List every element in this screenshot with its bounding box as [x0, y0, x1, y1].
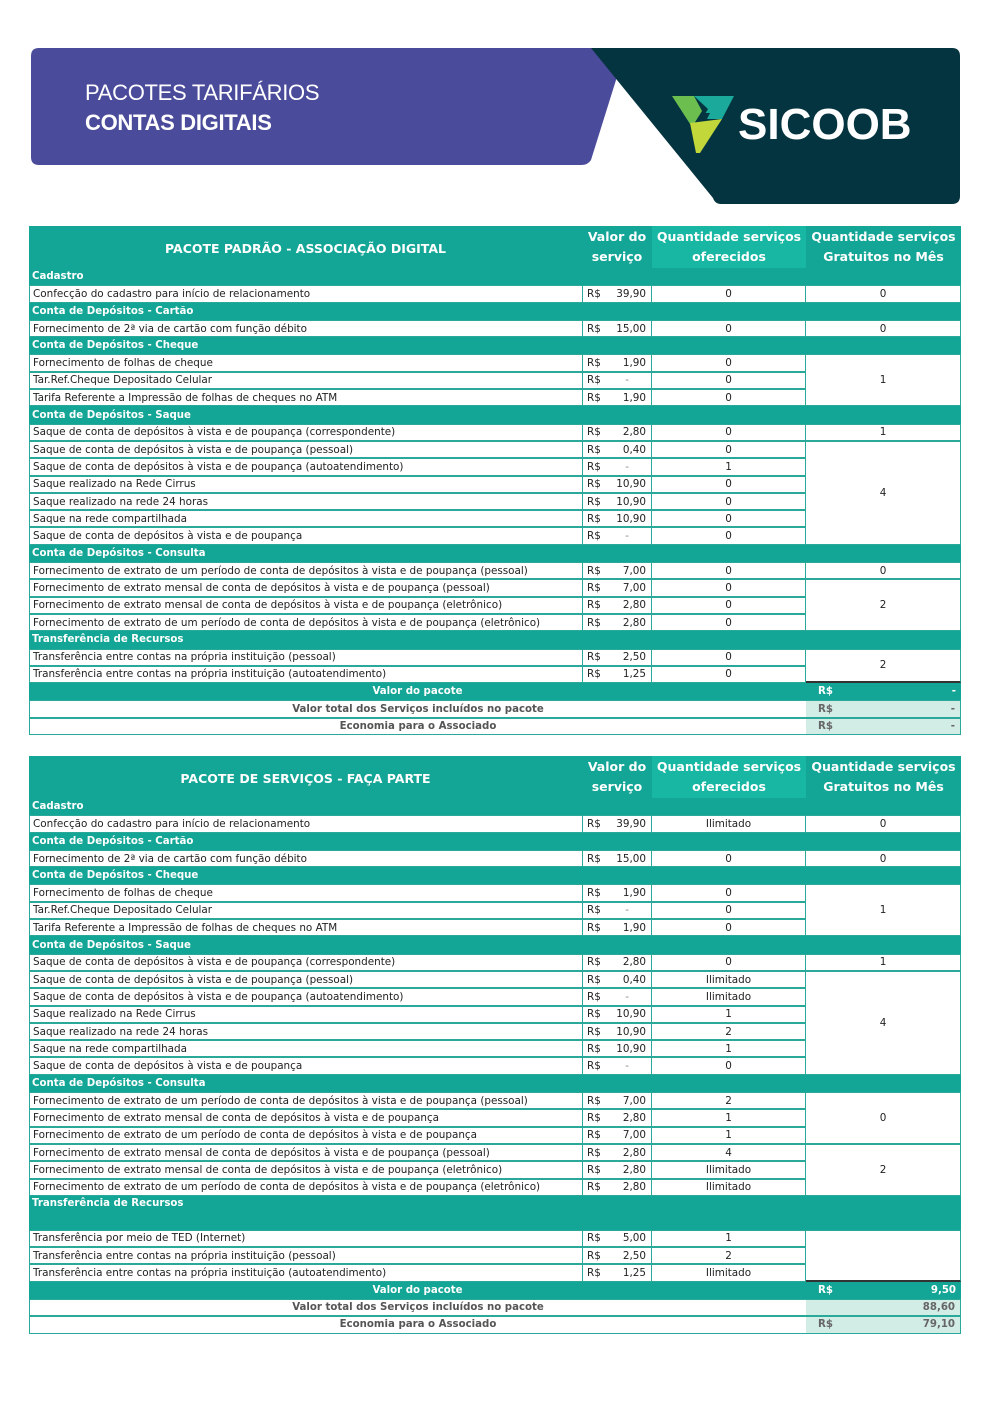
service-description: Confecção do cadastro para início de relacionamento [29, 815, 582, 832]
free-services-count: 0 [806, 1092, 961, 1144]
price-value: 2,50 [622, 651, 646, 664]
service-description: Transferência entre contas na própria instituição (pessoal) [29, 649, 582, 666]
currency-label: R$ [587, 1042, 601, 1055]
service-description: Saque de conta de depósitos à vista e de poupança (correspondente) [29, 424, 582, 441]
service-price [582, 562, 652, 579]
sicoob-logo-icon [672, 93, 736, 153]
quantity-offered: 0 [652, 579, 806, 596]
currency-label: R$ [587, 852, 601, 865]
total-label: Valor do pacote [29, 683, 806, 700]
free-services-count: 1 [806, 354, 961, 406]
currency-label: R$ [587, 1163, 601, 1176]
total-value: - [951, 686, 956, 698]
price-value: - [625, 1060, 629, 1073]
free-services-count: 1 [806, 884, 961, 936]
service-price [582, 1057, 652, 1074]
total-amount [806, 683, 961, 700]
price-value: 2,50 [622, 1249, 646, 1262]
section-header: Conta de Depósitos - Cheque [29, 337, 961, 354]
quantity-offered: 0 [652, 493, 806, 510]
table-header [29, 756, 961, 798]
section-body [29, 850, 961, 867]
service-description: Fornecimento de folhas de cheque [29, 354, 582, 371]
service-description: Fornecimento de extrato mensal de conta de depósitos à vista e de poupança (pessoal) [29, 579, 582, 596]
service-price [582, 1179, 652, 1196]
quantity-offered: 0 [652, 562, 806, 579]
price-value: 2,80 [622, 599, 646, 612]
column-header-valor: Valor do serviço [587, 229, 647, 264]
total-value: - [950, 703, 955, 715]
service-price [582, 1264, 652, 1281]
column-header-quantidade: Quantidade serviços oferecidos [652, 756, 806, 798]
price-value: 2,80 [622, 1146, 646, 1159]
currency-label: R$ [818, 720, 833, 732]
service-price [582, 1092, 652, 1109]
section-body [29, 285, 961, 302]
service-price [582, 666, 652, 683]
quantity-offered: Ilimitado [652, 1264, 806, 1281]
currency-label: R$ [587, 1111, 601, 1124]
service-price [582, 1161, 652, 1178]
service-description: Fornecimento de extrato de um período de conta de depósitos à vista e de poupança (eletrônico) [29, 1179, 582, 1196]
service-description: Saque de conta de depósitos à vista e de poupança (pessoal) [29, 971, 582, 988]
price-value: 1,90 [622, 921, 646, 934]
total-label: Valor total dos Serviços incluídos no pacote [29, 700, 806, 717]
price-value: 0,40 [622, 973, 646, 986]
service-price [582, 320, 652, 337]
column-header-gratuitos: Quantidade serviços Gratuitos no Mês [811, 229, 956, 264]
price-value: 7,00 [622, 1094, 646, 1107]
currency-label: R$ [587, 374, 601, 387]
service-description: Saque de conta de depósitos à vista e de poupança (autoatendimento) [29, 458, 582, 475]
free-services-count [806, 1230, 961, 1282]
currency-label: R$ [587, 1146, 601, 1159]
service-price [582, 850, 652, 867]
currency-label: R$ [587, 651, 601, 664]
section-body [29, 1092, 961, 1196]
section-header: Conta de Depósitos - Consulta [29, 545, 961, 562]
column-header-valor: Valor do serviço [587, 759, 647, 794]
service-price [582, 354, 652, 371]
price-value: 15,00 [616, 852, 646, 865]
section-header: Conta de Depósitos - Cartão [29, 833, 961, 850]
service-price [582, 1144, 652, 1161]
quantity-offered: 4 [652, 1144, 806, 1161]
quantity-offered: 1 [652, 1127, 806, 1144]
service-description: Saque na rede compartilhada [29, 1040, 582, 1057]
section-header: Cadastro [29, 798, 961, 815]
quantity-offered: 0 [652, 919, 806, 936]
service-description: Saque de conta de depósitos à vista e de poupança (correspondente) [29, 954, 582, 971]
price-value: 1,25 [622, 1267, 646, 1280]
currency-label: R$ [587, 443, 601, 456]
quantity-offered: 0 [652, 354, 806, 371]
currency-label: R$ [587, 668, 601, 681]
service-price [582, 1127, 652, 1144]
package-table [29, 226, 961, 735]
currency-label: R$ [587, 904, 601, 917]
service-description: Saque de conta de depósitos à vista e de poupança [29, 1057, 582, 1074]
service-description: Fornecimento de extrato mensal de conta de depósitos à vista e de poupança [29, 1109, 582, 1126]
section-header: Conta de Depósitos - Cartão [29, 303, 961, 320]
currency-label: R$ [587, 599, 601, 612]
section-body [29, 354, 961, 406]
currency-label: R$ [587, 564, 601, 577]
price-value: 10,90 [616, 512, 646, 525]
free-services-count: 0 [806, 320, 961, 337]
currency-label: R$ [587, 530, 601, 543]
service-description: Saque de conta de depósitos à vista e de poupança (pessoal) [29, 441, 582, 458]
price-value: 1,25 [622, 668, 646, 681]
service-description: Saque na rede compartilhada [29, 510, 582, 527]
total-row [29, 718, 961, 735]
total-label: Valor total dos Serviços incluídos no pacote [29, 1299, 806, 1316]
free-services-count: 2 [806, 649, 961, 684]
currency-label: R$ [587, 1129, 601, 1142]
service-price [582, 527, 652, 544]
section-header: Conta de Depósitos - Saque [29, 406, 961, 423]
quantity-offered: 0 [652, 614, 806, 631]
quantity-offered: 1 [652, 1006, 806, 1023]
service-description: Fornecimento de 2ª via de cartão com função débito [29, 850, 582, 867]
free-services-count: 4 [806, 971, 961, 1075]
price-value: 2,80 [622, 1163, 646, 1176]
total-label: Economia para o Associado [29, 1316, 806, 1333]
price-value: 10,90 [616, 1042, 646, 1055]
section-header: Conta de Depósitos - Consulta [29, 1075, 961, 1092]
service-price [582, 971, 652, 988]
quantity-offered: 2 [652, 1092, 806, 1109]
service-description: Confecção do cadastro para início de relacionamento [29, 285, 582, 302]
price-value: 39,90 [616, 287, 646, 300]
quantity-offered: 0 [652, 1057, 806, 1074]
package-title: PACOTE PADRÃO - ASSOCIAÇÃO DIGITAL [165, 240, 446, 256]
service-price [582, 614, 652, 631]
service-description: Transferência entre contas na própria instituição (pessoal) [29, 1247, 582, 1264]
service-price [582, 1040, 652, 1057]
service-price [582, 1006, 652, 1023]
service-description: Transferência entre contas na própria instituição (autoatendimento) [29, 1264, 582, 1281]
service-description: Tarifa Referente a Impressão de folhas de cheques no ATM [29, 389, 582, 406]
price-value: - [625, 374, 629, 387]
service-description: Transferência por meio de TED (Internet) [29, 1230, 582, 1247]
currency-label: R$ [587, 1181, 601, 1194]
service-description: Saque realizado na Rede Cirrus [29, 476, 582, 493]
price-value: 1,90 [622, 391, 646, 404]
quantity-offered: 0 [652, 902, 806, 919]
service-description: Fornecimento de extrato mensal de conta de depósitos à vista e de poupança (eletrônico) [29, 1161, 582, 1178]
price-value: 1,90 [622, 887, 646, 900]
quantity-offered: 0 [652, 285, 806, 302]
quantity-offered: Ilimitado [652, 1179, 806, 1196]
section-body [29, 649, 961, 684]
section-body [29, 884, 961, 936]
price-value: 5,00 [622, 1232, 646, 1245]
quantity-offered: 0 [652, 597, 806, 614]
price-value: 2,80 [622, 1111, 646, 1124]
quantity-offered: Ilimitado [652, 815, 806, 832]
currency-label: R$ [587, 990, 601, 1003]
quantity-offered: 0 [652, 441, 806, 458]
quantity-offered: 0 [652, 527, 806, 544]
service-price [582, 285, 652, 302]
service-price [582, 389, 652, 406]
service-price [582, 510, 652, 527]
quantity-offered: 0 [652, 320, 806, 337]
quantity-offered: 1 [652, 1040, 806, 1057]
total-value: 79,10 [922, 1319, 955, 1331]
service-price [582, 649, 652, 666]
free-services-count: 4 [806, 441, 961, 545]
service-description: Fornecimento de folhas de cheque [29, 884, 582, 901]
service-price [582, 1230, 652, 1247]
price-value: 7,00 [622, 1129, 646, 1142]
service-price [582, 954, 652, 971]
total-row [29, 1282, 961, 1299]
title-line-2: CONTAS DIGITAIS [85, 110, 272, 135]
currency-label: R$ [587, 426, 601, 439]
service-description: Tarifa Referente a Impressão de folhas de cheques no ATM [29, 919, 582, 936]
service-price [582, 579, 652, 596]
price-value: 10,90 [616, 1025, 646, 1038]
currency-label: R$ [587, 817, 601, 830]
price-value: 10,90 [616, 495, 646, 508]
service-description: Tar.Ref.Cheque Depositado Celular [29, 902, 582, 919]
price-value: - [625, 530, 629, 543]
currency-label: R$ [587, 512, 601, 525]
section-header: Transferência de Recursos [29, 1196, 961, 1230]
price-value: 2,80 [622, 956, 646, 969]
currency-label: R$ [587, 1008, 601, 1021]
column-header-gratuitos: Quantidade serviços Gratuitos no Mês [811, 759, 956, 794]
currency-label: R$ [587, 1232, 601, 1245]
section-body [29, 562, 961, 631]
service-description: Fornecimento de extrato de um período de conta de depósitos à vista e de poupança [29, 1127, 582, 1144]
service-description: Fornecimento de extrato de um período de conta de depósitos à vista e de poupança (pessoal) [29, 562, 582, 579]
title-line-1: PACOTES TARIFÁRIOS [85, 80, 320, 105]
currency-label: R$ [587, 921, 601, 934]
price-value: 7,00 [622, 564, 646, 577]
price-value: 2,80 [622, 616, 646, 629]
free-services-count: 0 [806, 815, 961, 832]
total-label: Valor do pacote [29, 1282, 806, 1299]
currency-label: R$ [587, 581, 601, 594]
section-body [29, 1230, 961, 1282]
currency-label: R$ [587, 495, 601, 508]
currency-label: R$ [818, 703, 833, 715]
total-amount [806, 1299, 961, 1316]
free-services-count: 0 [806, 562, 961, 579]
service-description: Fornecimento de extrato mensal de conta de depósitos à vista e de poupança (eletrônico) [29, 597, 582, 614]
currency-label: R$ [587, 1249, 601, 1262]
service-description: Saque realizado na Rede Cirrus [29, 1006, 582, 1023]
quantity-offered: 0 [652, 476, 806, 493]
section-header: Conta de Depósitos - Cheque [29, 867, 961, 884]
quantity-offered: 0 [652, 510, 806, 527]
currency-label: R$ [587, 460, 601, 473]
service-description: Fornecimento de 2ª via de cartão com função débito [29, 320, 582, 337]
service-description: Transferência entre contas na própria instituição (autoatendimento) [29, 666, 582, 683]
total-row [29, 1316, 961, 1333]
service-description: Fornecimento de extrato mensal de conta de depósitos à vista e de poupança (pessoal) [29, 1144, 582, 1161]
currency-label: R$ [818, 1284, 833, 1296]
total-row [29, 700, 961, 717]
total-value: - [950, 720, 955, 732]
quantity-offered: Ilimitado [652, 971, 806, 988]
service-price [582, 493, 652, 510]
quantity-offered: Ilimitado [652, 1161, 806, 1178]
quantity-offered: 0 [652, 389, 806, 406]
service-price [582, 372, 652, 389]
price-value: 2,80 [622, 1181, 646, 1194]
total-row [29, 1299, 961, 1316]
currency-label: R$ [587, 357, 601, 370]
service-description: Saque realizado na rede 24 horas [29, 1023, 582, 1040]
currency-label: R$ [587, 887, 601, 900]
service-price [582, 815, 652, 832]
currency-label: R$ [818, 686, 833, 698]
service-price [582, 1247, 652, 1264]
section-body [29, 815, 961, 832]
price-value: 10,90 [616, 1008, 646, 1021]
price-value: - [625, 460, 629, 473]
free-services-count: 0 [806, 850, 961, 867]
price-value: 7,00 [622, 581, 646, 594]
price-value: 1,90 [622, 357, 646, 370]
service-description: Tar.Ref.Cheque Depositado Celular [29, 372, 582, 389]
total-amount [806, 1316, 961, 1333]
quantity-offered: 1 [652, 1109, 806, 1126]
service-price [582, 476, 652, 493]
free-services-count: 1 [806, 954, 961, 971]
quantity-offered: 0 [652, 424, 806, 441]
total-label: Economia para o Associado [29, 718, 806, 735]
price-value: 0,40 [622, 443, 646, 456]
quantity-offered: 0 [652, 850, 806, 867]
quantity-offered: 0 [652, 954, 806, 971]
section-body [29, 320, 961, 337]
quantity-offered: 2 [652, 1247, 806, 1264]
package-table [29, 756, 961, 1334]
price-value: - [625, 990, 629, 1003]
service-price [582, 458, 652, 475]
total-value: 88,60 [922, 1302, 955, 1314]
currency-label: R$ [587, 1025, 601, 1038]
total-value: 9,50 [930, 1284, 956, 1296]
price-value: 15,00 [616, 322, 646, 335]
service-description: Fornecimento de extrato de um período de conta de depósitos à vista e de poupança (pessoal) [29, 1092, 582, 1109]
total-row [29, 683, 961, 700]
service-price [582, 902, 652, 919]
service-price [582, 1109, 652, 1126]
currency-label: R$ [587, 973, 601, 986]
service-description: Saque de conta de depósitos à vista e de poupança [29, 527, 582, 544]
quantity-offered: Ilimitado [652, 988, 806, 1005]
currency-label: R$ [587, 1060, 601, 1073]
page-title [85, 78, 319, 138]
quantity-offered: 0 [652, 884, 806, 901]
service-price [582, 884, 652, 901]
package-title: PACOTE DE SERVIÇOS - FAÇA PARTE [180, 770, 431, 786]
total-amount [806, 1282, 961, 1299]
service-price [582, 441, 652, 458]
service-price [582, 424, 652, 441]
price-value: - [625, 904, 629, 917]
service-price [582, 597, 652, 614]
section-header: Conta de Depósitos - Saque [29, 936, 961, 953]
quantity-offered: 2 [652, 1023, 806, 1040]
price-value: 39,90 [616, 817, 646, 830]
brand-name: SICOOB [738, 100, 912, 149]
section-body [29, 424, 961, 545]
price-value: 2,80 [622, 426, 646, 439]
service-price [582, 919, 652, 936]
column-header-quantidade: Quantidade serviços oferecidos [652, 226, 806, 268]
section-body [29, 954, 961, 1075]
total-amount [806, 700, 961, 717]
currency-label: R$ [587, 1267, 601, 1280]
currency-label: R$ [587, 956, 601, 969]
currency-label: R$ [818, 1319, 833, 1331]
quantity-offered: 0 [652, 649, 806, 666]
free-services-count: 2 [806, 1144, 961, 1196]
currency-label: R$ [587, 1094, 601, 1107]
free-services-count: 2 [806, 579, 961, 631]
quantity-offered: 0 [652, 666, 806, 683]
currency-label: R$ [587, 616, 601, 629]
total-amount [806, 718, 961, 735]
currency-label: R$ [587, 322, 601, 335]
quantity-offered: 1 [652, 458, 806, 475]
free-services-count: 0 [806, 285, 961, 302]
service-description: Saque de conta de depósitos à vista e de poupança (autoatendimento) [29, 988, 582, 1005]
currency-label: R$ [587, 391, 601, 404]
table-header [29, 226, 961, 268]
service-price [582, 988, 652, 1005]
currency-label: R$ [587, 287, 601, 300]
section-header: Transferência de Recursos [29, 631, 961, 648]
service-description: Fornecimento de extrato de um período de conta de depósitos à vista e de poupança (eletrônico) [29, 614, 582, 631]
section-header: Cadastro [29, 268, 961, 285]
service-description: Saque realizado na rede 24 horas [29, 493, 582, 510]
currency-label: R$ [587, 478, 601, 491]
quantity-offered: 1 [652, 1230, 806, 1247]
quantity-offered: 0 [652, 372, 806, 389]
price-value: 10,90 [616, 478, 646, 491]
free-services-count: 1 [806, 424, 961, 441]
service-price [582, 1023, 652, 1040]
